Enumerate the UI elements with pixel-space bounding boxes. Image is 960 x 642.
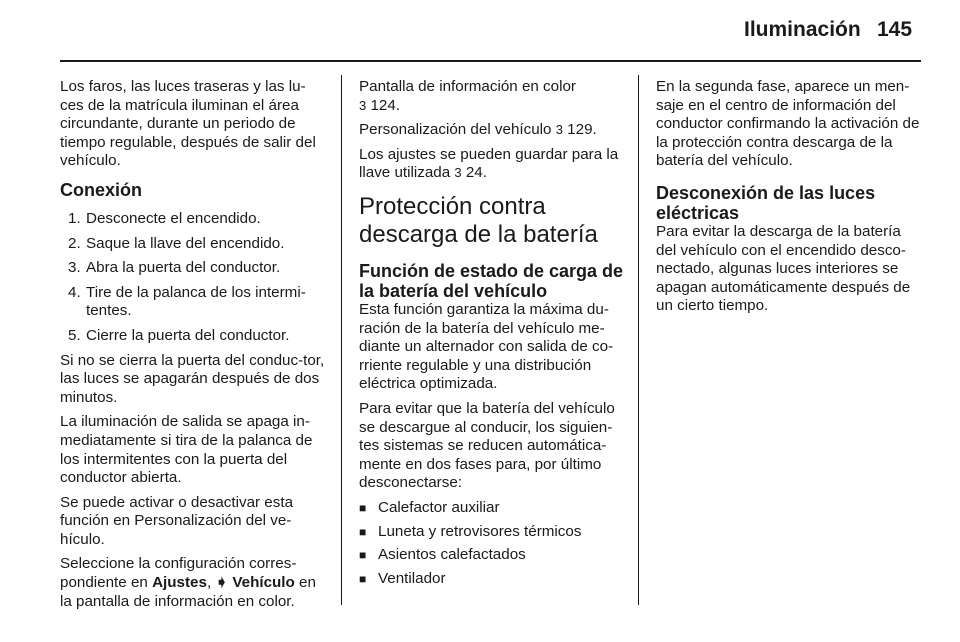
list-item-text: Calefactor auxiliar (378, 498, 500, 516)
step-number: 2. (68, 234, 81, 252)
column-divider (638, 75, 639, 605)
systems-list (359, 499, 624, 588)
square-bullet-icon: ■ (359, 548, 367, 563)
text-segment: en la pantalla de información en color. (60, 574, 316, 610)
steps-list (60, 210, 328, 346)
step-text: Abra la puerta del conductor. (86, 259, 281, 277)
list-item-text: Luneta y retrovisores térmicos (378, 522, 582, 540)
column-middle (359, 78, 624, 593)
text-segment: Los ajustes se pueden guardar para la llave utilizada (359, 145, 619, 182)
menu-vehiculo: Vehículo (228, 574, 295, 592)
step-text: Tire de la palanca de los intermi-tentes. (86, 283, 306, 320)
list-item (60, 284, 328, 321)
section-heading-conexion: Conexión (60, 179, 143, 200)
step-number: 4. (68, 283, 81, 301)
list-item (359, 523, 624, 542)
paragraph: En la segunda fase, aparece un men-saje en el centro de información del conductor confirmando la activación de la protección contra descarga de la batería del vehículo. (656, 78, 920, 170)
step-number: 1. (68, 209, 81, 227)
text-segment: Seleccione la configuración corres-pondiente en (60, 555, 297, 592)
list-item (60, 259, 328, 278)
list-item (60, 235, 328, 254)
list-item (359, 499, 624, 518)
paragraph: Esta función garantiza la máxima du-ración de la batería del vehículo me-diante un alternador con salida de co-rriente regulable y una distribución eléctrica optimizada. (359, 300, 614, 393)
page-title: Iluminación (744, 18, 861, 41)
text-segment: , (206, 574, 216, 592)
arrow-icon: ➧ (215, 574, 229, 592)
square-bullet-icon: ■ (359, 500, 367, 515)
column-right (656, 78, 923, 322)
header-divider (60, 60, 921, 62)
paragraph (359, 78, 624, 115)
paragraph: Si no se cierra la puerta del conduc-tor, las luces se apagarán después de dos minutos. (60, 351, 325, 406)
page-ref-icon: 3 (454, 165, 462, 181)
step-number: 3. (68, 259, 81, 277)
text-segment: Personalización del vehículo (359, 121, 556, 139)
menu-ajustes: Ajustes (152, 574, 207, 592)
step-text: Cierre la puerta del conductor. (86, 326, 290, 344)
subsection-heading: Función de estado de carga de la batería del vehículo (359, 260, 624, 301)
list-item (60, 327, 328, 346)
list-item-text: Asientos calefactados (378, 546, 526, 564)
page-ref-number: 124. (366, 96, 401, 114)
paragraph: La iluminación de salida se apaga in-mediatamente si tira de la palanca de los intermitentes con la puerta del conductor abierta. (60, 413, 313, 487)
square-bullet-icon: ■ (359, 571, 367, 586)
page-ref-number: 24. (461, 164, 487, 182)
paragraph-settings-path (60, 555, 328, 611)
paragraph (359, 146, 624, 183)
step-text: Desconecte el encendido. (86, 209, 261, 227)
page-ref-number: 129. (562, 121, 597, 139)
page-ref-icon: 3 (359, 97, 367, 113)
page-number: 145 (877, 18, 913, 41)
column-divider (341, 75, 342, 605)
paragraph: Para evitar la descarga de la batería del vehículo con el encendido desco-nectado, algunas luces interiores se apagan automáticamente después de un cierto tiempo. (656, 222, 911, 315)
list-item (60, 210, 328, 229)
square-bullet-icon: ■ (359, 524, 367, 539)
intro-paragraph: Los faros, las luces traseras y las lu-ces de la matrícula iluminan el área circundante, durante un periodo de tiempo regulable, después de salir del vehículo. (60, 78, 316, 170)
column-left (60, 78, 328, 617)
text-segment: Pantalla de información en color (359, 78, 576, 95)
step-text: Saque la llave del encendido. (86, 234, 285, 252)
list-item-text: Ventilador (378, 569, 446, 587)
page-ref-icon: 3 (555, 122, 563, 138)
list-item (359, 546, 624, 565)
paragraph: Se puede activar o desactivar esta función en Personalización del ve-hículo. (60, 493, 294, 548)
step-number: 5. (68, 326, 81, 344)
list-item (359, 570, 624, 589)
page-header (0, 0, 960, 62)
section-heading-proteccion: Protección contra descarga de la batería (359, 192, 598, 248)
paragraph (359, 121, 624, 140)
subsection-heading: Desconexión de las luces eléctricas (656, 182, 876, 223)
paragraph: Para evitar que la batería del vehículo se descargue al conducir, los siguien-tes sistemas se reducen automática-mente en dos fases para, por último desconectarse: (359, 399, 615, 492)
